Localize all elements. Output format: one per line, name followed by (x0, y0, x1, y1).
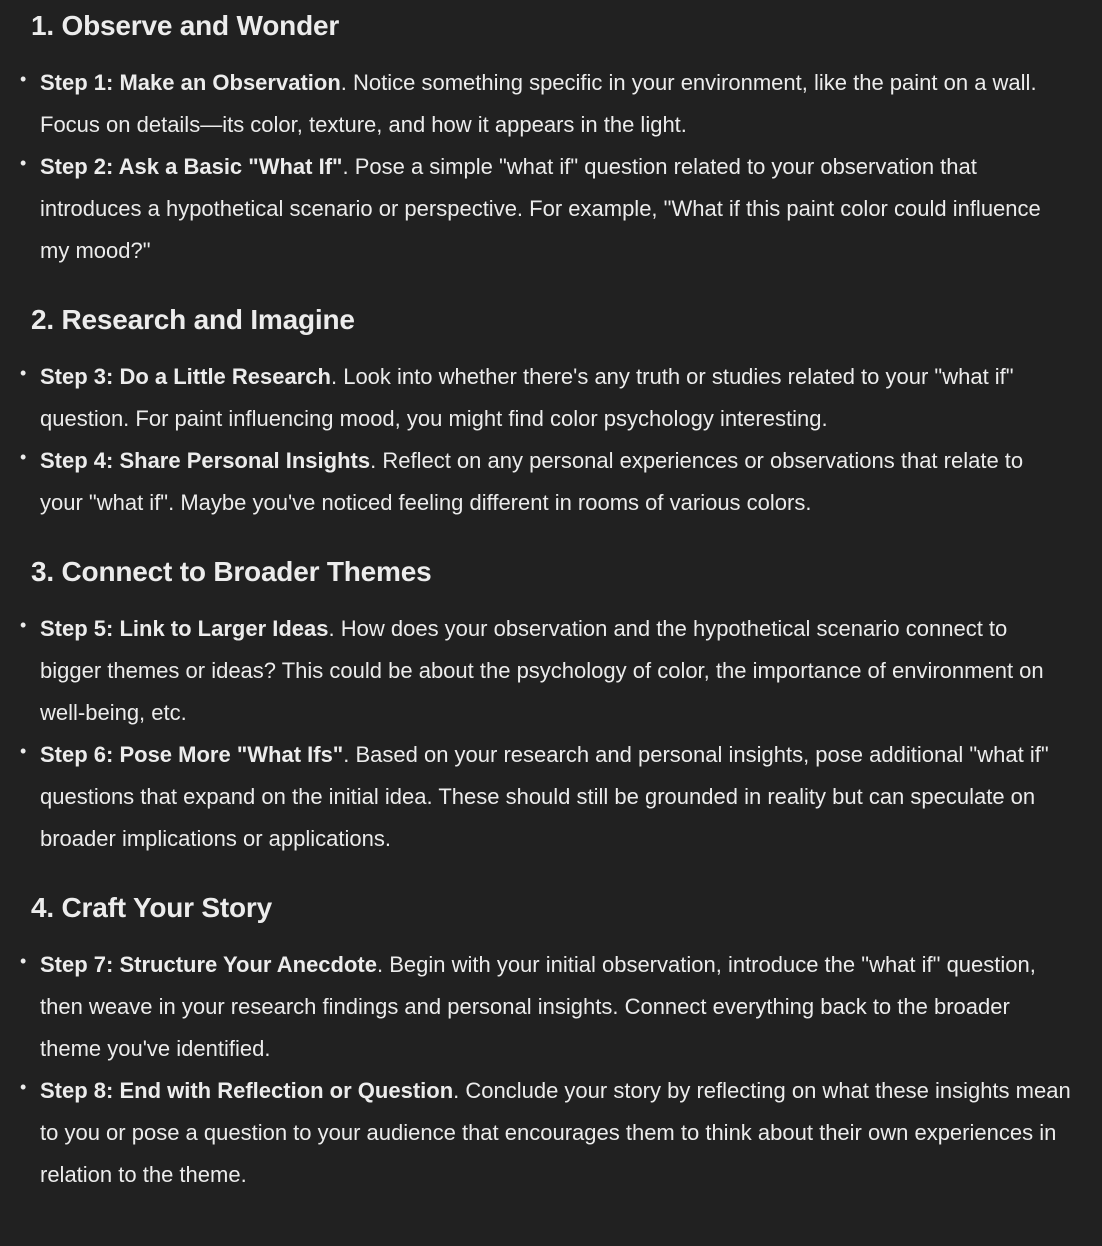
bullet-icon: • (20, 69, 27, 89)
step-title: Step 1: Make an Observation (40, 70, 341, 95)
step-list (20, 356, 1072, 524)
section-heading: 1. Observe and Wonder (31, 10, 340, 41)
list-item (20, 356, 1072, 440)
bullet-icon: • (20, 363, 27, 383)
step-text: . Notice something specific in your environment, like the paint on a wall. Focus on details—its color, texture, and how it appears in the light. (40, 70, 1037, 137)
step-title: Step 8: End with Reflection or Question (40, 1078, 454, 1103)
step-text: . Begin with your initial observation, introduce the "what if" question, then weave in your research findings and personal insights. Connect everything back to the broader theme you've identified. (40, 952, 1036, 1061)
section-heading: 2. Research and Imagine (31, 304, 355, 335)
step-text: . Based on your research and personal insights, pose additional "what if" questions that expand on the initial idea. These should still be grounded in reality but can speculate on broader implications or applications. (40, 742, 1049, 851)
section-heading: 4. Craft Your Story (31, 892, 272, 923)
step-text: . Look into whether there's any truth or studies related to your "what if" question. For paint influencing mood, you might find color psychology interesting. (40, 364, 1014, 431)
bullet-icon: • (20, 951, 27, 971)
bullet-icon: • (20, 447, 27, 467)
list-item (20, 1070, 1072, 1196)
step-text: . How does your observation and the hypothetical scenario connect to bigger themes or ideas? This could be about the psychology of color, the importance of environment on well-being, etc. (40, 616, 1044, 725)
list-item (20, 944, 1072, 1070)
list-item (20, 440, 1072, 524)
step-text: . Reflect on any personal experiences or observations that relate to your "what if". Maybe you've noticed feeling different in rooms of various colors. (40, 448, 1024, 515)
step-title: Step 7: Structure Your Anecdote (40, 952, 377, 977)
step-title: Step 2: Ask a Basic "What If" (40, 154, 343, 179)
step-title: Step 4: Share Personal Insights (40, 448, 371, 473)
step-list (20, 62, 1072, 272)
step-text: . Pose a simple "what if" question related to your observation that introduces a hypothetical scenario or perspective. For example, "What if this paint color could influence my mood?" (40, 154, 1041, 263)
list-item (20, 734, 1072, 860)
bullet-icon: • (20, 741, 27, 761)
section-observe-and-wonder (20, 6, 1072, 272)
list-item (20, 608, 1072, 734)
step-list (20, 944, 1072, 1196)
bullet-icon: • (20, 1077, 27, 1097)
section-heading: 3. Connect to Broader Themes (31, 556, 432, 587)
section-craft-your-story (20, 888, 1072, 1196)
step-title: Step 3: Do a Little Research (40, 364, 331, 389)
step-text: . Conclude your story by reflecting on what these insights mean to you or pose a question to your audience that encourages them to think about their own experiences in relation to the theme. (40, 1078, 1071, 1187)
step-title: Step 6: Pose More "What Ifs" (40, 742, 344, 767)
bullet-icon: • (20, 153, 27, 173)
section-research-and-imagine (20, 300, 1072, 524)
bullet-icon: • (20, 615, 27, 635)
step-list (20, 608, 1072, 860)
list-item (20, 62, 1072, 146)
step-title: Step 5: Link to Larger Ideas (40, 616, 329, 641)
section-connect-to-broader-themes (20, 552, 1072, 860)
list-item (20, 146, 1072, 272)
